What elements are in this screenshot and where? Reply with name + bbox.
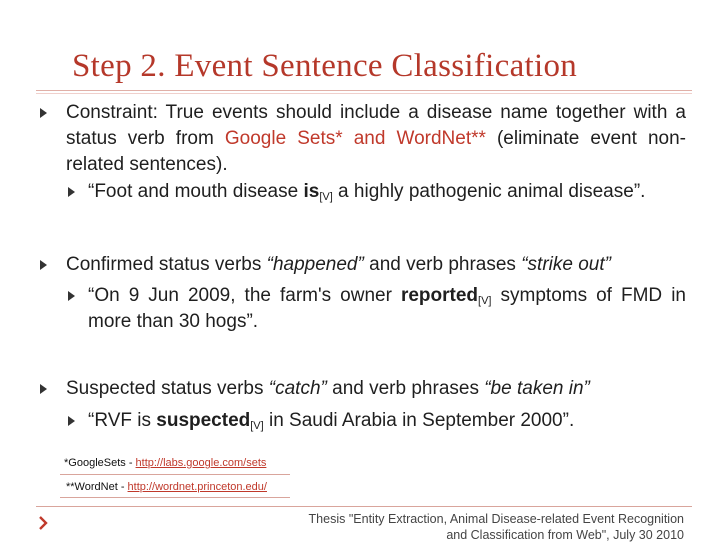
bullet-suspected-verbs: Suspected status verbs “catch” and verb phrases “be taken in” — [66, 378, 590, 399]
footnote-divider — [60, 474, 290, 475]
verb-highlight: reported — [400, 285, 479, 306]
verb-tag: [V] — [478, 295, 492, 307]
title-rule-secondary — [36, 93, 692, 94]
footnote-googlesets: *GoogleSets - http://labs.google.com/sets — [64, 457, 267, 469]
sub-bullet-arrow-icon — [68, 416, 75, 426]
googlesets-link[interactable]: http://labs.google.com/sets — [135, 457, 267, 469]
bullet-arrow-icon — [40, 260, 47, 270]
wordnet-link[interactable]: http://wordnet.princeton.edu/ — [127, 481, 267, 493]
bullet-text: (eliminate event non-related sentences). — [66, 128, 686, 175]
example-sentence-3: “RVF is suspected$_{[V]}$ in Saudi Arabia in September 2000”. — [88, 410, 575, 432]
verb-example: “happened” — [266, 254, 364, 275]
example-sentence-1: “Foot and mouth disease $is_{[V]}$ a highly pathogenic animal disease”. — [88, 181, 646, 203]
verb-tag: [V] — [250, 420, 264, 432]
footnote-divider — [60, 497, 290, 498]
chevron-right-icon — [38, 516, 48, 530]
footer-line: Thesis "Entity Extraction, Animal Disease-related Event Recognition — [308, 512, 684, 526]
bullet-arrow-icon — [40, 384, 47, 394]
phrase-example: “be taken in” — [484, 378, 590, 399]
footer-rule — [36, 506, 692, 507]
verb-example: “catch” — [268, 378, 327, 399]
bullet-constraint — [66, 100, 686, 178]
bullet-confirmed-verbs: Confirmed status verbs “happened” and verb phrases “strike out” — [66, 254, 611, 275]
sub-bullet-arrow-icon — [68, 187, 75, 197]
example-sentence-2: “On 9 Jun 2009, the farm's owner reported$_{[V]}$ symptoms of FMD in more than 30 hogs”. — [88, 285, 686, 332]
footer-line: and Classification from Web", July 30 2010 — [446, 528, 684, 542]
footer-citation — [309, 511, 684, 543]
sources-highlight: Google Sets* and WordNet** — [224, 128, 486, 149]
verb-highlight: is — [303, 181, 320, 202]
sub-bullet-arrow-icon — [68, 291, 75, 301]
title-rule — [36, 90, 692, 91]
slide-title: Step 2. Event Sentence Classification — [72, 48, 578, 84]
verb-highlight: suspected — [156, 410, 251, 431]
verb-tag: [V] — [319, 191, 333, 203]
bullet-arrow-icon — [40, 108, 47, 118]
phrase-example: “strike out” — [521, 254, 611, 275]
footnote-wordnet: **WordNet - http://wordnet.princeton.edu/ — [66, 481, 267, 493]
bullet-text: Constraint: True events should include a disease name together with a status verb from — [66, 102, 686, 149]
